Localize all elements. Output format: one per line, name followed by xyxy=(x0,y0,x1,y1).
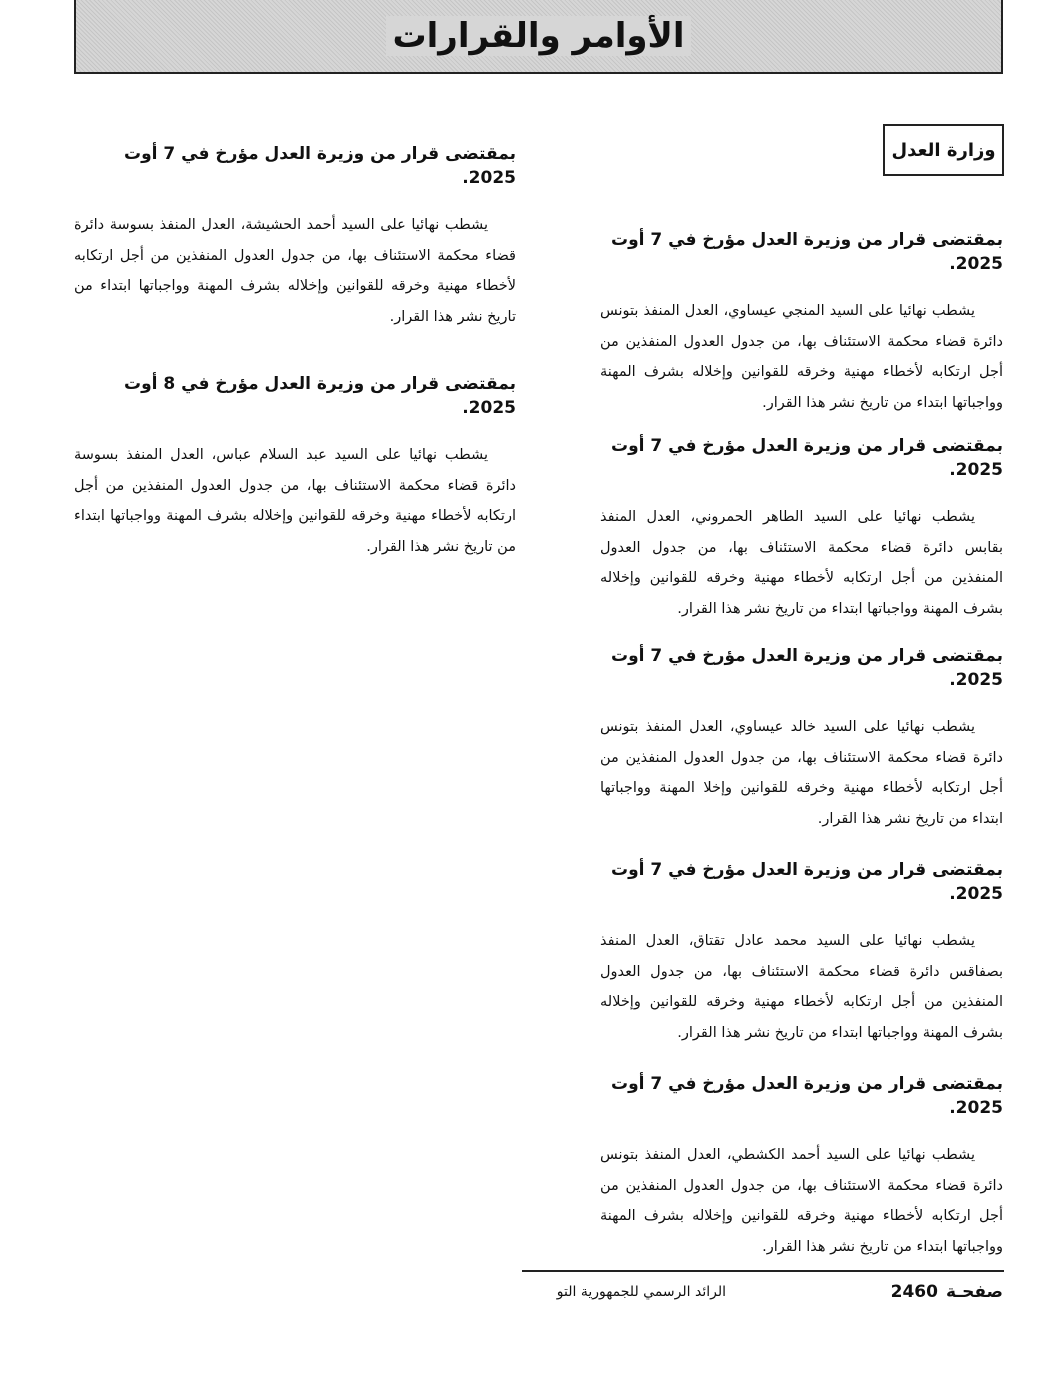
decision-title: بمقتضى قرار من وزيرة العدل مؤرخ في 7 أوت 2025. xyxy=(123,144,516,188)
decision-title: بمقتضى قرار من وزيرة العدل مؤرخ في 7 أوت 2025. xyxy=(610,436,1003,480)
decision-block xyxy=(600,434,1003,624)
decision-title: بمقتضى قرار من وزيرة العدل مؤرخ في 7 أوت 2025. xyxy=(610,1074,1003,1118)
decision-body: يشطب نهائيا على السيد خالد عيساوي، العدل المنفذ بتونس دائرة قضاء محكمة الاستئناف بها، من جدول العدول المنفذين من أجل ارتكابه لأخطاء مهنية وخرقه للقوانين وإخلا المهنة وواجباتها ابتداء من تاريخ نشر هذا القرار. xyxy=(600,719,1003,827)
decision-block xyxy=(600,858,1003,1048)
decision-title: بمقتضى قرار من وزيرة العدل مؤرخ في 7 أوت 2025. xyxy=(610,646,1003,690)
page-label: صفحـة xyxy=(945,1282,1003,1302)
decision-block xyxy=(74,142,516,332)
page-header xyxy=(74,0,1003,74)
decision-block xyxy=(600,1072,1003,1262)
page-title: الأوامر والقرارات xyxy=(386,16,690,56)
page-number xyxy=(880,1282,1003,1302)
decision-body: يشطب نهائيا على السيد المنجي عيساوي، العدل المنفذ بتونس دائرة قضاء محكمة الاستئناف بها، من جدول العدول المنفذين من أجل ارتكابه لأخطاء مهنية وخرقه للقوانين وإخلاله بشرف المهنة وواجباتها ابتداء من تاريخ نشر هذا القرار. xyxy=(600,303,1003,411)
decision-body: يشطب نهائيا على السيد أحمد الكشطي، العدل المنفذ بتونس دائرة قضاء محكمة الاستئناف بها، من جدول العدول المنفذين من أجل ارتكابه لأخطاء مهنية وخرقه للقوانين وإخلاله بشرف المهنة وواجباتها ابتداء من تاريخ نشر هذا القرار. xyxy=(600,1147,1003,1255)
decision-title: بمقتضى قرار من وزيرة العدل مؤرخ في 7 أوت 2025. xyxy=(610,860,1003,904)
decision-body: يشطب نهائيا على السيد الطاهر الحمروني، العدل المنفذ بقابس دائرة قضاء محكمة الاستئناف بها، من جدول العدول المنفذين من أجل ارتكابه لأخطاء مهنية وخرقه للقوانين وإخلاله بشرف المهنة وواجباتها ابتداء من تاريخ نشر هذا القرار. xyxy=(600,509,1003,617)
decision-body: يشطب نهائيا على السيد أحمد الحشيشة، العدل المنفذ بسوسة دائرة قضاء محكمة الاستئناف بها، من جدول العدول المنفذين من أجل ارتكابه لأخطاء مهنية وخرقه للقوانين وإخلاله بشرف المهنة وواجباتها ابتداء من تاريخ نشر هذا القرار. xyxy=(74,217,516,325)
decision-block xyxy=(600,644,1003,834)
page-number-value: 2460 xyxy=(890,1282,938,1302)
ministry-label: وزارة العدل xyxy=(883,124,1004,176)
decision-body: يشطب نهائيا على السيد محمد عادل تقتاق، العدل المنفذ بصفاقس دائرة قضاء محكمة الاستئناف بها، من جدول العدول المنفذين من أجل ارتكابه لأخطاء مهنية وخرقه للقوانين وإخلاله بشرف المهنة وواجباتها ابتداء من تاريخ نشر هذا القرار. xyxy=(600,933,1003,1041)
journal-name: الرائد الرسمي للجمهورية التو xyxy=(556,1284,726,1300)
decision-title: بمقتضى قرار من وزيرة العدل مؤرخ في 8 أوت 2025. xyxy=(123,374,516,418)
decision-block xyxy=(74,372,516,562)
decision-block xyxy=(600,228,1003,418)
footer-divider xyxy=(522,1270,1004,1272)
decision-title: بمقتضى قرار من وزيرة العدل مؤرخ في 7 أوت 2025. xyxy=(610,230,1003,274)
decision-body: يشطب نهائيا على السيد عبد السلام عباس، العدل المنفذ بسوسة دائرة قضاء محكمة الاستئناف بها، من جدول العدول المنفذين من أجل ارتكابه لأخطاء مهنية وخرقه للقوانين وإخلاله بشرف المهنة وواجباتها ابتداء من تاريخ نشر هذا القرار. xyxy=(74,447,516,555)
